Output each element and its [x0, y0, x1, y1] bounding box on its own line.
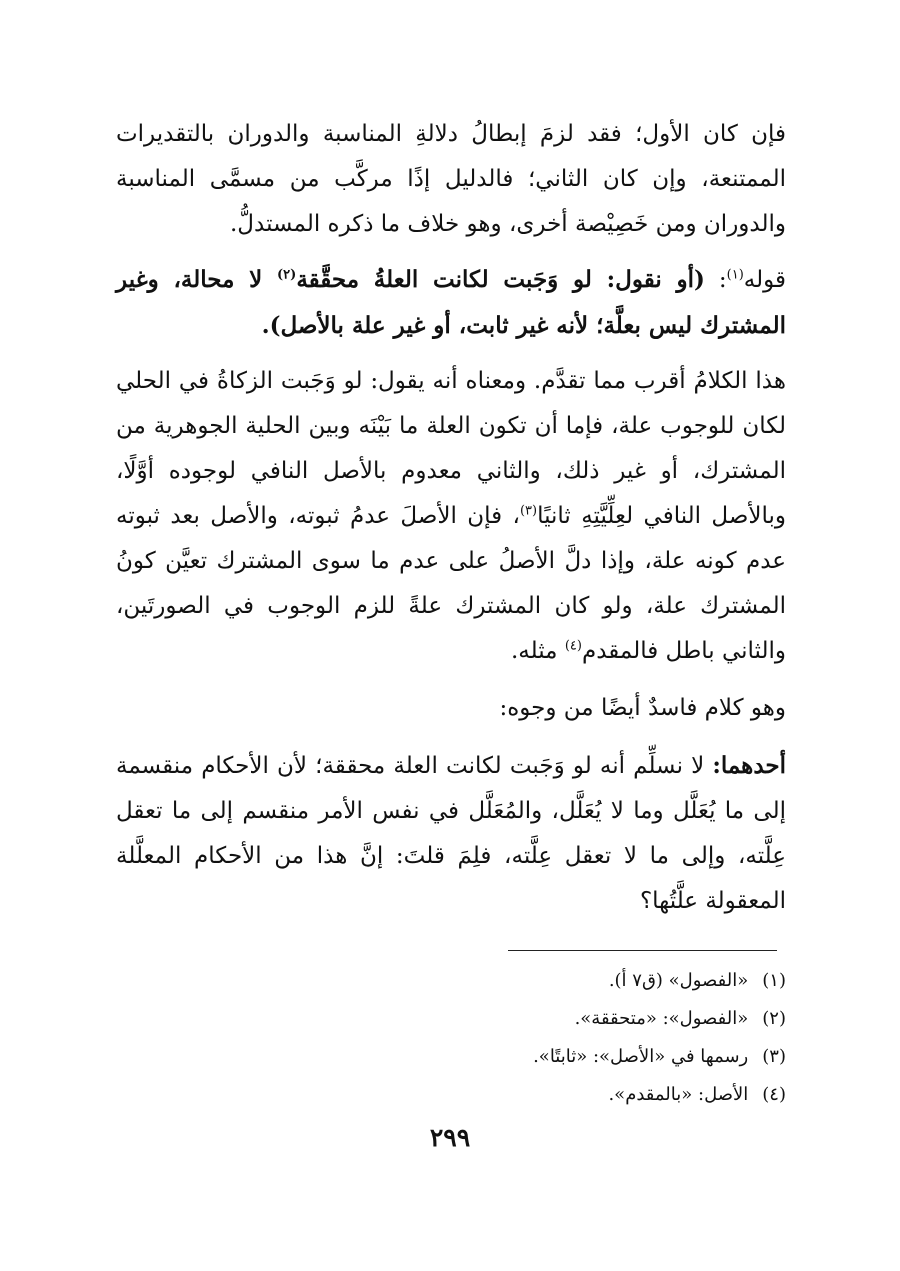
footnote-ref-2: (٢) [277, 267, 297, 283]
footnote-2-text: «الفصول»: «متحققة». [574, 1008, 749, 1029]
footnotes [116, 962, 786, 1114]
footnote-4-text: الأصل: «بالمقدم». [608, 1084, 749, 1105]
footnote-4-number: (٤) [762, 1084, 786, 1105]
footnote-4 [116, 1076, 786, 1114]
footnote-ref-4: (٤) [564, 638, 582, 654]
main-text [116, 112, 786, 924]
quote-lead-rest: : [704, 267, 727, 293]
footnote-3 [116, 1038, 786, 1076]
quoted-text-part-1: (أو نقول: لو وَجَبت لكانت العلةُ محقَّقة [296, 266, 705, 293]
footnote-ref-3: (٣) [519, 503, 538, 519]
footnote-1-text: «الفصول» (ق٧ أ). [608, 970, 749, 991]
quoted-text-part-2: لا محالة، وغير المشترك ليس بعلَّة؛ لأنه غير ثابت، أو غير علة بالأصل). [116, 266, 786, 339]
paragraph-3 [116, 359, 786, 674]
paragraph-3-part-1: هذا الكلامُ أقرب مما تقدَّم. ومعناه أنه يقول: لو وَجَبت الزكاةُ في الحلي لكان للوجوب علة، فإما أن تكون العلة ما بَيْنَه وبين الحلية الجوهرية من المشترك، أو غير ذلك، والثاني معدوم بالأصل النافي لوجوده أوَّلًا، وبالأصل النافي لعِلِّيَّتِهِ ثانيًا [116, 368, 786, 529]
footnote-3-number: (٣) [762, 1046, 786, 1067]
footnote-ref-1: (١) [726, 267, 744, 283]
paragraph-4-text: وهو كلام فاسدٌ أيضًا من وجوه: [499, 695, 786, 721]
footnote-1 [116, 962, 786, 1000]
paragraph-4 [116, 686, 786, 731]
paragraph-3-part-2: ، فإن الأصلَ عدمُ ثبوته، والأصل بعد ثبوته عدم كونه علة، وإذا دلَّ الأصلُ على عدم ما سوى المشترك تعيَّن كونُ المشترك علة، ولو كان المشترك علةً للزم الوجوب في الصورتَين، والثاني باطل فالمقدم [116, 503, 786, 664]
footnote-3-text: رسمها في «الأصل»: «ثابتًا». [533, 1046, 749, 1067]
paragraph-5-text: لا نسلِّم أنه لو وَجَبت لكانت العلة محققة؛ لأن الأحكام منقسمة إلى ما يُعَلَّل وما لا يُعَلَّل، والمُعَلَّل في نفس الأمر منقسم إلى ما تعقل عِلَّته، وإلى ما لا تعقل عِلَّته، فلِمَ قلتَ: إنَّ هذا من الأحكام المعلَّلة المعقولة علَّتُها؟ [116, 753, 786, 914]
quote-lead: قوله [743, 267, 787, 293]
page-number: ٢٩٩ [429, 1123, 471, 1152]
paragraph-5-lead: أحدهما: [712, 752, 786, 779]
footnote-separator [508, 950, 777, 951]
footnote-1-number: (١) [762, 970, 786, 991]
paragraph-2-quote [116, 257, 786, 349]
paragraph-3-part-3: مثله. [510, 638, 565, 664]
paragraph-5 [116, 743, 786, 924]
paragraph-1 [116, 112, 786, 247]
paragraph-1-text: فإن كان الأول؛ فقد لزمَ إبطالُ دلالةِ المناسبة والدوران بالتقديرات الممتنعة، وإن كان الثاني؛ فالدليل إذًا مركَّب من مسمَّى المناسبة والدوران ومن خَصِيْصة أخرى، وهو خلاف ما ذكره المستدلُّ. [116, 121, 786, 237]
footnote-2 [116, 1000, 786, 1038]
footnote-2-number: (٢) [762, 1008, 786, 1029]
